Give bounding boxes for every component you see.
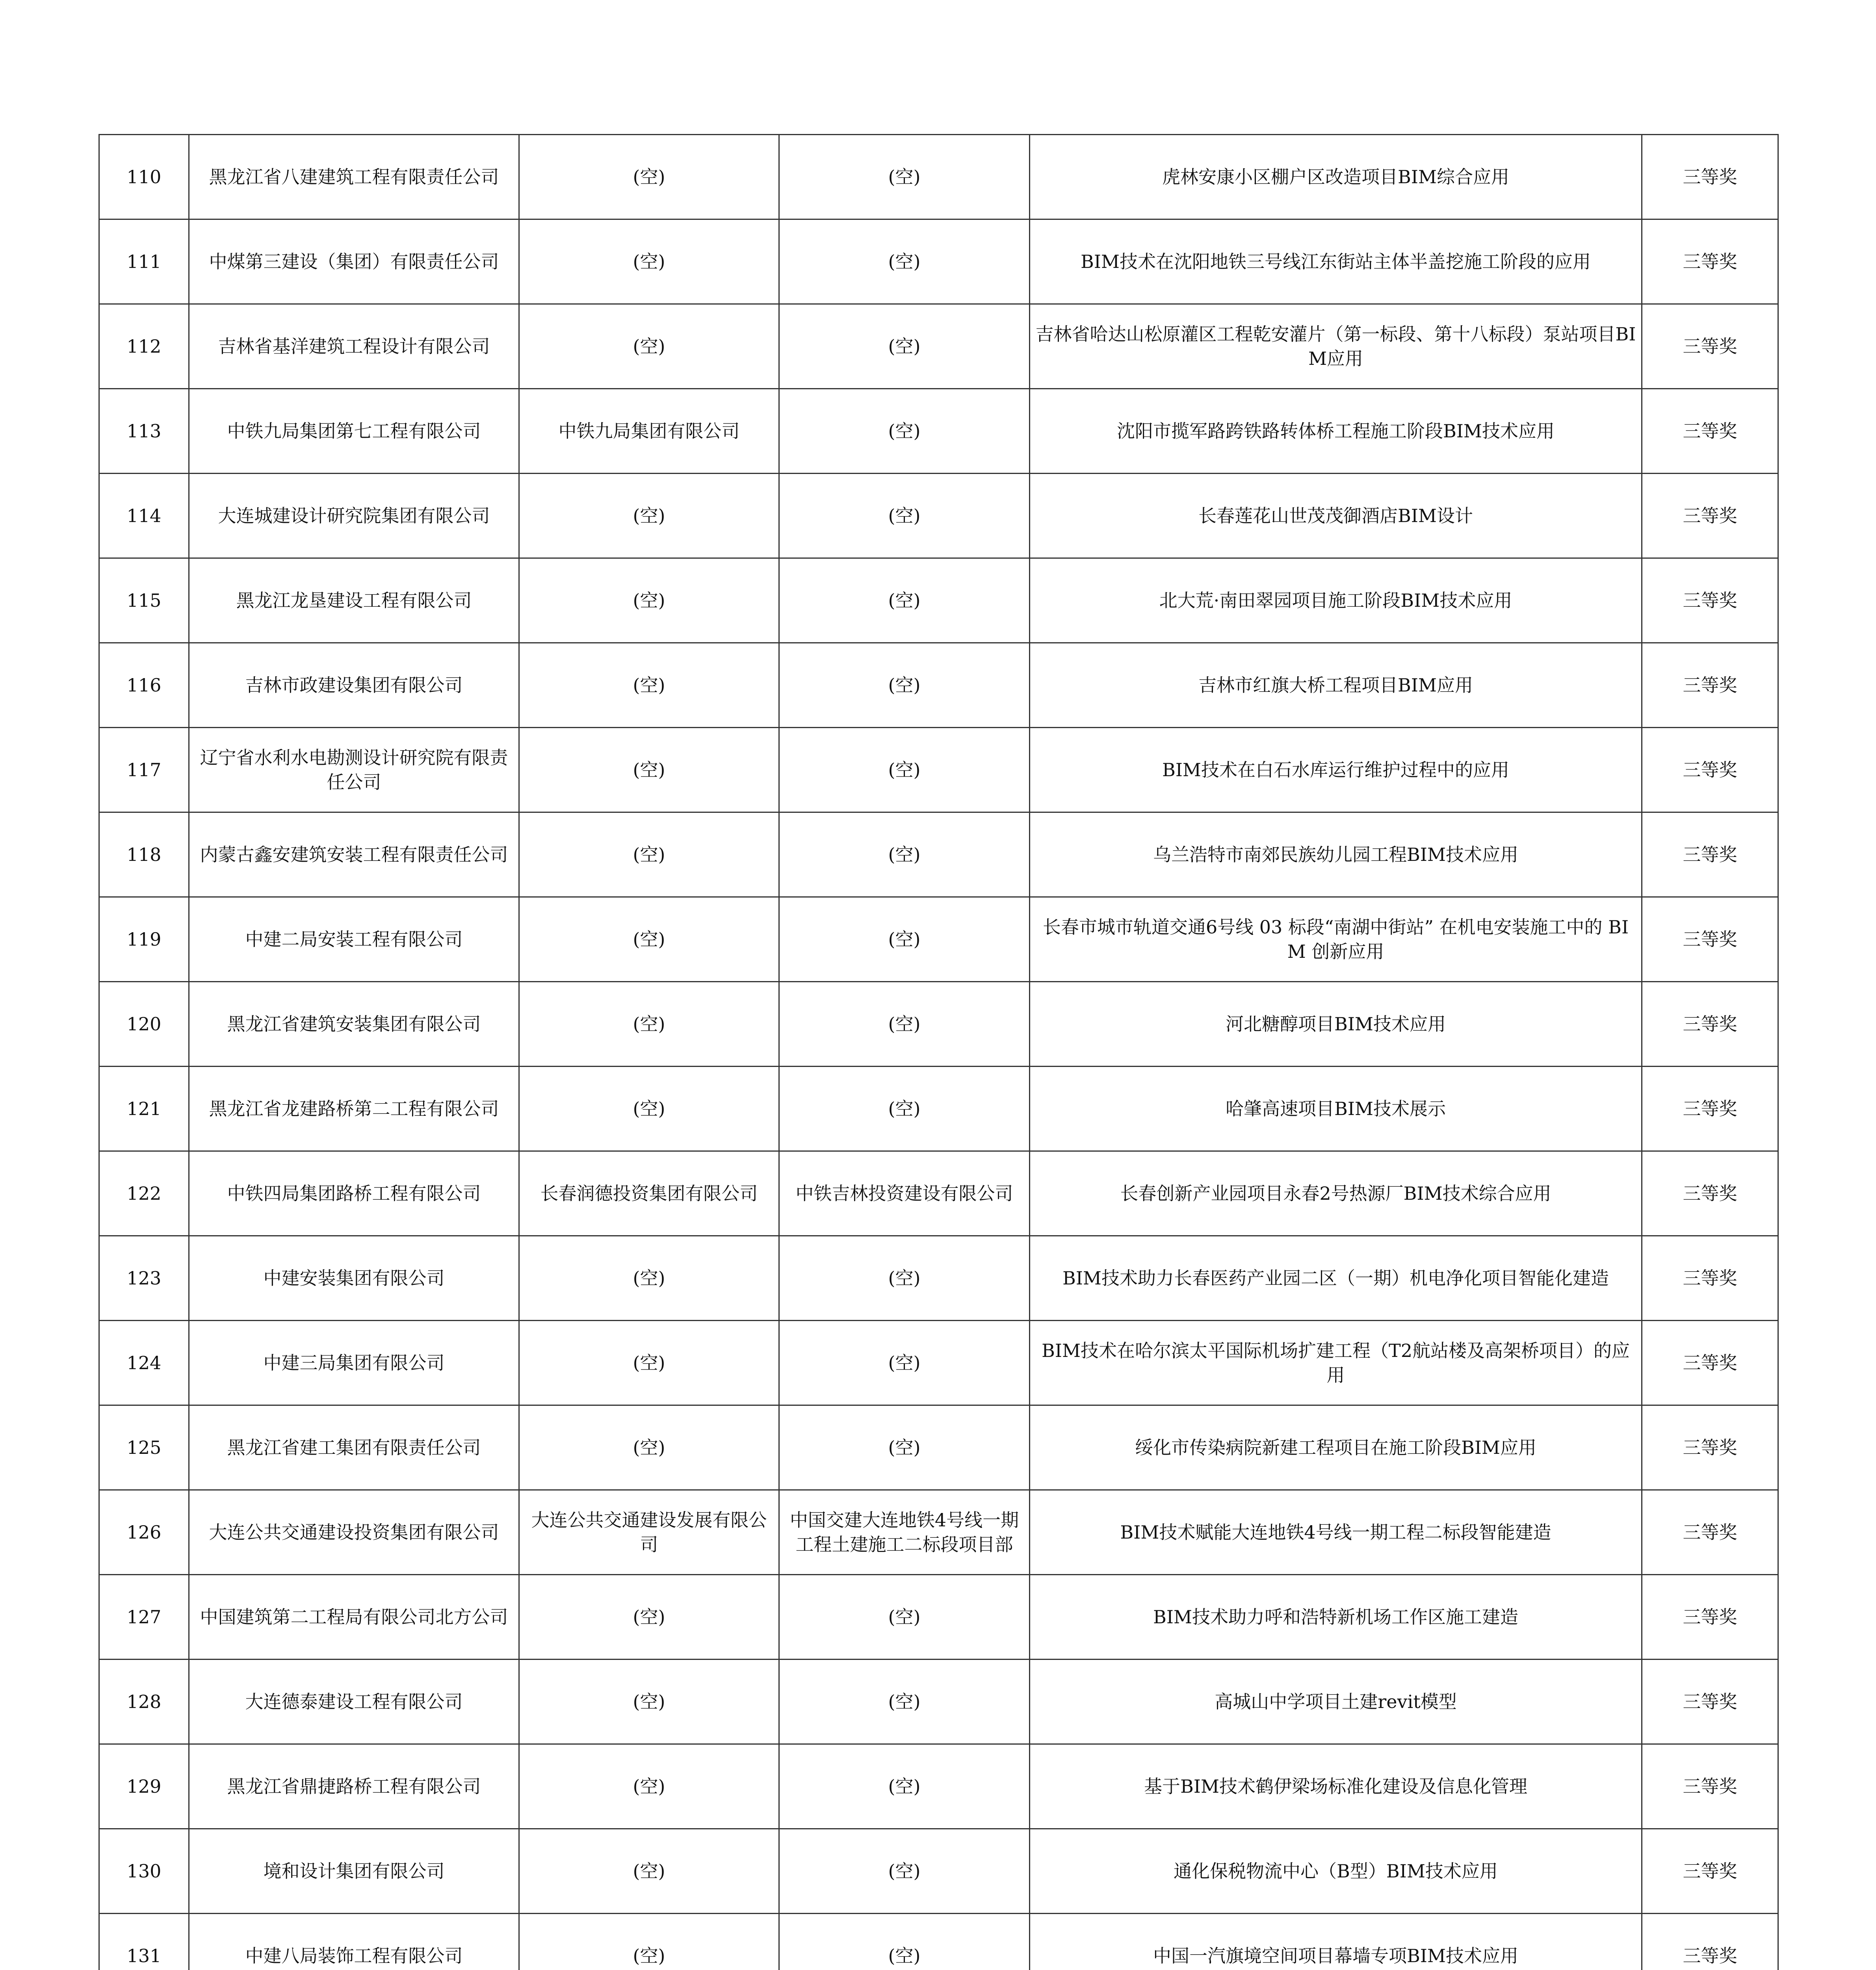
award-level-cell: 三等奖 xyxy=(1642,1151,1778,1236)
award-level-cell: 三等奖 xyxy=(1642,1405,1778,1490)
project-name-cell: 吉林省哈达山松原灌区工程乾安灌片（第一标段、第十八标段）泵站项目BIM应用 xyxy=(1030,304,1642,389)
applicant-unit-cell: 大连德泰建设工程有限公司 xyxy=(189,1660,519,1744)
co-applicant-1-cell: (空) xyxy=(519,812,779,897)
table-row xyxy=(99,1321,1778,1405)
co-applicant-1-cell: (空) xyxy=(519,1829,779,1914)
table-row xyxy=(99,474,1778,558)
project-name-cell: 基于BIM技术鹤伊梁场标准化建设及信息化管理 xyxy=(1030,1744,1642,1829)
table-row xyxy=(99,135,1778,219)
co-applicant-1-cell: (空) xyxy=(519,1236,779,1321)
table-row xyxy=(99,1236,1778,1321)
project-name-cell: 长春市城市轨道交通6号线 03 标段“南湖中街站” 在机电安装施工中的 BIM 创新应用 xyxy=(1030,897,1642,982)
co-applicant-2-cell: (空) xyxy=(779,304,1030,389)
award-level-cell: 三等奖 xyxy=(1642,1067,1778,1151)
applicant-unit-cell: 吉林省基洋建筑工程设计有限公司 xyxy=(189,304,519,389)
applicant-unit-cell: 大连公共交通建设投资集团有限公司 xyxy=(189,1490,519,1575)
table-row xyxy=(99,1744,1778,1829)
co-applicant-2-cell: (空) xyxy=(779,728,1030,812)
co-applicant-2-cell: (空) xyxy=(779,812,1030,897)
co-applicant-2-cell: (空) xyxy=(779,1236,1030,1321)
co-applicant-2-cell: (空) xyxy=(779,474,1030,558)
project-name-cell: 高城山中学项目土建revit模型 xyxy=(1030,1660,1642,1744)
award-level-cell: 三等奖 xyxy=(1642,219,1778,304)
co-applicant-1-cell: (空) xyxy=(519,897,779,982)
project-name-cell: BIM技术在沈阳地铁三号线江东街站主体半盖挖施工阶段的应用 xyxy=(1030,219,1642,304)
row-number-cell: 124 xyxy=(99,1321,189,1405)
table-row xyxy=(99,1575,1778,1660)
applicant-unit-cell: 中建安装集团有限公司 xyxy=(189,1236,519,1321)
co-applicant-1-cell: 长春润德投资集团有限公司 xyxy=(519,1151,779,1236)
award-level-cell: 三等奖 xyxy=(1642,1829,1778,1914)
co-applicant-1-cell: (空) xyxy=(519,1321,779,1405)
co-applicant-2-cell: (空) xyxy=(779,1067,1030,1151)
table-row xyxy=(99,1067,1778,1151)
project-name-cell: 吉林市红旗大桥工程项目BIM应用 xyxy=(1030,643,1642,728)
award-level-cell: 三等奖 xyxy=(1642,1236,1778,1321)
row-number-cell: 116 xyxy=(99,643,189,728)
award-level-cell: 三等奖 xyxy=(1642,474,1778,558)
row-number-cell: 111 xyxy=(99,219,189,304)
co-applicant-1-cell: (空) xyxy=(519,558,779,643)
co-applicant-1-cell: (空) xyxy=(519,728,779,812)
applicant-unit-cell: 中建三局集团有限公司 xyxy=(189,1321,519,1405)
award-level-cell: 三等奖 xyxy=(1642,135,1778,219)
applicant-unit-cell: 境和设计集团有限公司 xyxy=(189,1829,519,1914)
co-applicant-1-cell: (空) xyxy=(519,1914,779,1970)
applicant-unit-cell: 黑龙江省建工集团有限责任公司 xyxy=(189,1405,519,1490)
applicant-unit-cell: 中建八局装饰工程有限公司 xyxy=(189,1914,519,1970)
project-name-cell: BIM技术赋能大连地铁4号线一期工程二标段智能建造 xyxy=(1030,1490,1642,1575)
co-applicant-2-cell: (空) xyxy=(779,982,1030,1067)
row-number-cell: 123 xyxy=(99,1236,189,1321)
table-row xyxy=(99,304,1778,389)
row-number-cell: 120 xyxy=(99,982,189,1067)
row-number-cell: 130 xyxy=(99,1829,189,1914)
applicant-unit-cell: 辽宁省水利水电勘测设计研究院有限责任公司 xyxy=(189,728,519,812)
award-table-body xyxy=(99,135,1778,1970)
co-applicant-2-cell: (空) xyxy=(779,1829,1030,1914)
project-name-cell: 长春创新产业园项目永春2号热源厂BIM技术综合应用 xyxy=(1030,1151,1642,1236)
co-applicant-1-cell: 中铁九局集团有限公司 xyxy=(519,389,779,474)
project-name-cell: BIM技术在哈尔滨太平国际机场扩建工程（T2航站楼及高架桥项目）的应用 xyxy=(1030,1321,1642,1405)
project-name-cell: 通化保税物流中心（B型）BIM技术应用 xyxy=(1030,1829,1642,1914)
project-name-cell: 河北糖醇项目BIM技术应用 xyxy=(1030,982,1642,1067)
project-name-cell: BIM技术助力呼和浩特新机场工作区施工建造 xyxy=(1030,1575,1642,1660)
co-applicant-1-cell: (空) xyxy=(519,304,779,389)
applicant-unit-cell: 黑龙江龙垦建设工程有限公司 xyxy=(189,558,519,643)
row-number-cell: 125 xyxy=(99,1405,189,1490)
table-row xyxy=(99,897,1778,982)
project-name-cell: 北大荒·南田翠园项目施工阶段BIM技术应用 xyxy=(1030,558,1642,643)
row-number-cell: 126 xyxy=(99,1490,189,1575)
co-applicant-2-cell: 中铁吉林投资建设有限公司 xyxy=(779,1151,1030,1236)
table-row xyxy=(99,728,1778,812)
table-row xyxy=(99,982,1778,1067)
table-row xyxy=(99,1405,1778,1490)
row-number-cell: 112 xyxy=(99,304,189,389)
award-level-cell: 三等奖 xyxy=(1642,1321,1778,1405)
award-level-cell: 三等奖 xyxy=(1642,1660,1778,1744)
co-applicant-2-cell: 中国交建大连地铁4号线一期工程土建施工二标段项目部 xyxy=(779,1490,1030,1575)
row-number-cell: 115 xyxy=(99,558,189,643)
applicant-unit-cell: 内蒙古鑫安建筑安装工程有限责任公司 xyxy=(189,812,519,897)
project-name-cell: 绥化市传染病院新建工程项目在施工阶段BIM应用 xyxy=(1030,1405,1642,1490)
co-applicant-2-cell: (空) xyxy=(779,389,1030,474)
award-level-cell: 三等奖 xyxy=(1642,304,1778,389)
table-row xyxy=(99,558,1778,643)
award-level-cell: 三等奖 xyxy=(1642,982,1778,1067)
co-applicant-1-cell: (空) xyxy=(519,1067,779,1151)
applicant-unit-cell: 黑龙江省龙建路桥第二工程有限公司 xyxy=(189,1067,519,1151)
co-applicant-2-cell: (空) xyxy=(779,1321,1030,1405)
row-number-cell: 118 xyxy=(99,812,189,897)
row-number-cell: 117 xyxy=(99,728,189,812)
project-name-cell: 乌兰浩特市南郊民族幼儿园工程BIM技术应用 xyxy=(1030,812,1642,897)
co-applicant-1-cell: (空) xyxy=(519,1405,779,1490)
award-level-cell: 三等奖 xyxy=(1642,897,1778,982)
award-level-cell: 三等奖 xyxy=(1642,812,1778,897)
co-applicant-2-cell: (空) xyxy=(779,643,1030,728)
applicant-unit-cell: 大连城建设计研究院集团有限公司 xyxy=(189,474,519,558)
co-applicant-2-cell: (空) xyxy=(779,219,1030,304)
co-applicant-1-cell: 大连公共交通建设发展有限公司 xyxy=(519,1490,779,1575)
table-row xyxy=(99,812,1778,897)
row-number-cell: 122 xyxy=(99,1151,189,1236)
table-row xyxy=(99,219,1778,304)
award-level-cell: 三等奖 xyxy=(1642,1575,1778,1660)
award-level-cell: 三等奖 xyxy=(1642,1490,1778,1575)
table-row xyxy=(99,1829,1778,1914)
row-number-cell: 128 xyxy=(99,1660,189,1744)
co-applicant-2-cell: (空) xyxy=(779,1575,1030,1660)
row-number-cell: 114 xyxy=(99,474,189,558)
applicant-unit-cell: 黑龙江省八建建筑工程有限责任公司 xyxy=(189,135,519,219)
project-name-cell: BIM技术在白石水库运行维护过程中的应用 xyxy=(1030,728,1642,812)
project-name-cell: 中国一汽旗境空间项目幕墙专项BIM技术应用 xyxy=(1030,1914,1642,1970)
award-level-cell: 三等奖 xyxy=(1642,389,1778,474)
award-level-cell: 三等奖 xyxy=(1642,728,1778,812)
co-applicant-1-cell: (空) xyxy=(519,474,779,558)
row-number-cell: 129 xyxy=(99,1744,189,1829)
applicant-unit-cell: 吉林市政建设集团有限公司 xyxy=(189,643,519,728)
co-applicant-2-cell: (空) xyxy=(779,1744,1030,1829)
table-row xyxy=(99,1914,1778,1970)
row-number-cell: 131 xyxy=(99,1914,189,1970)
co-applicant-1-cell: (空) xyxy=(519,1575,779,1660)
applicant-unit-cell: 中煤第三建设（集团）有限责任公司 xyxy=(189,219,519,304)
project-name-cell: 哈肇高速项目BIM技术展示 xyxy=(1030,1067,1642,1151)
co-applicant-1-cell: (空) xyxy=(519,643,779,728)
row-number-cell: 121 xyxy=(99,1067,189,1151)
project-name-cell: 长春莲花山世茂茂御酒店BIM设计 xyxy=(1030,474,1642,558)
co-applicant-2-cell: (空) xyxy=(779,897,1030,982)
applicant-unit-cell: 中国建筑第二工程局有限公司北方公司 xyxy=(189,1575,519,1660)
co-applicant-1-cell: (空) xyxy=(519,1744,779,1829)
table-row xyxy=(99,643,1778,728)
award-list-sheet xyxy=(98,134,1778,1970)
co-applicant-2-cell: (空) xyxy=(779,135,1030,219)
co-applicant-2-cell: (空) xyxy=(779,1405,1030,1490)
row-number-cell: 119 xyxy=(99,897,189,982)
award-level-cell: 三等奖 xyxy=(1642,643,1778,728)
co-applicant-2-cell: (空) xyxy=(779,1914,1030,1970)
row-number-cell: 110 xyxy=(99,135,189,219)
table-row xyxy=(99,1151,1778,1236)
table-row xyxy=(99,1490,1778,1575)
co-applicant-1-cell: (空) xyxy=(519,982,779,1067)
award-table xyxy=(98,134,1779,1970)
row-number-cell: 127 xyxy=(99,1575,189,1660)
applicant-unit-cell: 黑龙江省建筑安装集团有限公司 xyxy=(189,982,519,1067)
applicant-unit-cell: 中铁九局集团第七工程有限公司 xyxy=(189,389,519,474)
co-applicant-2-cell: (空) xyxy=(779,558,1030,643)
project-name-cell: 沈阳市揽军路跨铁路转体桥工程施工阶段BIM技术应用 xyxy=(1030,389,1642,474)
award-level-cell: 三等奖 xyxy=(1642,558,1778,643)
table-row xyxy=(99,389,1778,474)
project-name-cell: 虎林安康小区棚户区改造项目BIM综合应用 xyxy=(1030,135,1642,219)
table-row xyxy=(99,1660,1778,1744)
applicant-unit-cell: 黑龙江省鼎捷路桥工程有限公司 xyxy=(189,1744,519,1829)
co-applicant-1-cell: (空) xyxy=(519,1660,779,1744)
row-number-cell: 113 xyxy=(99,389,189,474)
applicant-unit-cell: 中建二局安装工程有限公司 xyxy=(189,897,519,982)
applicant-unit-cell: 中铁四局集团路桥工程有限公司 xyxy=(189,1151,519,1236)
project-name-cell: BIM技术助力长春医药产业园二区（一期）机电净化项目智能化建造 xyxy=(1030,1236,1642,1321)
co-applicant-2-cell: (空) xyxy=(779,1660,1030,1744)
award-level-cell: 三等奖 xyxy=(1642,1914,1778,1970)
co-applicant-1-cell: (空) xyxy=(519,135,779,219)
award-level-cell: 三等奖 xyxy=(1642,1744,1778,1829)
co-applicant-1-cell: (空) xyxy=(519,219,779,304)
